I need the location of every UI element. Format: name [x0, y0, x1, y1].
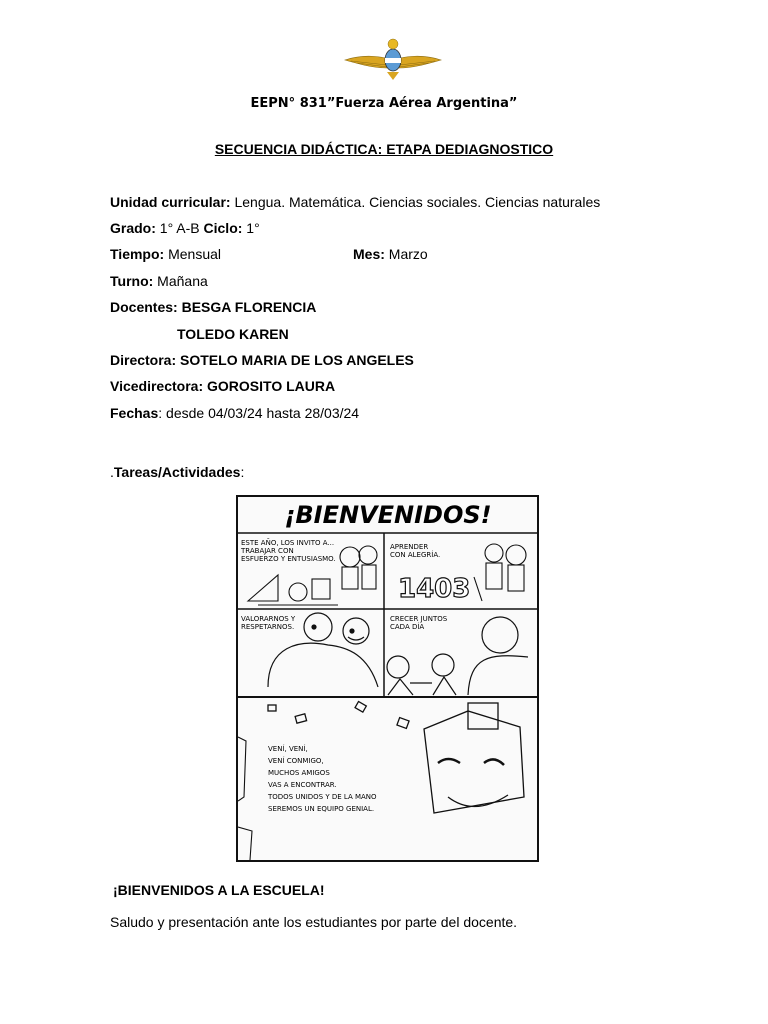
- poem-line-4: VAS A ENCONTRAR.: [268, 781, 337, 789]
- poem-line-5: TODOS UNIDOS Y DE LA MANO: [268, 793, 377, 801]
- welcome-text: Saludo y presentación ante los estudiantes por parte del docente.: [110, 914, 518, 930]
- mes-label: Mes:: [353, 246, 385, 262]
- grado-value: 1° A-B: [155, 220, 204, 236]
- tareas-heading: [110, 463, 244, 481]
- comic-title: ¡BIENVENIDOS!: [284, 501, 492, 529]
- unidad-value: Lengua. Matemática. Ciencias sociales. Ciencias naturales: [230, 194, 601, 210]
- docentes-value-1: BESGA FLORENCIA: [177, 299, 317, 315]
- directora-label: Directora:: [110, 352, 177, 368]
- document-title: SECUENCIA DIDÁCTICA: ETAPA DEDIAGNOSTICO: [214, 141, 554, 157]
- fechas-label: Fechas: [110, 405, 159, 421]
- grado-label: Grado:: [110, 220, 156, 236]
- unidad-curricular-row: [110, 193, 600, 211]
- tareas-prefix: .: [110, 464, 114, 480]
- docentes-row: [110, 298, 316, 316]
- turno-value: Mañana: [153, 273, 208, 289]
- unidad-label: Unidad curricular:: [110, 194, 231, 210]
- vicedirectora-label: Vicedirectora:: [110, 378, 204, 394]
- poem-line-1: VENÍ, VENÍ,: [268, 745, 308, 753]
- panel4-line2: CADA DÍA: [390, 623, 425, 631]
- turno-row: [110, 272, 208, 290]
- school-name: EEPN° 831”Fuerza Aérea Argentina”: [250, 96, 518, 111]
- poem-line-3: MUCHOS AMIGOS: [268, 769, 330, 777]
- panel1-line2: TRABAJAR CON: [241, 547, 294, 555]
- tiempo-value: Mensual: [164, 246, 222, 262]
- turno-label: Turno:: [110, 273, 154, 289]
- comic-drawing: [238, 497, 537, 860]
- docentes-value-2: TOLEDO KAREN: [177, 326, 289, 342]
- ciclo-value: 1°: [242, 220, 260, 236]
- tiempo-label: Tiempo:: [110, 246, 165, 262]
- mes-value: Marzo: [384, 246, 428, 262]
- panel2-line1: APRENDER: [390, 543, 429, 551]
- welcome-heading: ¡BIENVENIDOS A LA ESCUELA!: [113, 882, 325, 898]
- panel3-line2: RESPETARNOS.: [241, 623, 295, 631]
- panel1-line3: ESFUERZO Y ENTUSIASMO.: [241, 555, 336, 563]
- poem-line-6: SEREMOS UN EQUIPO GENIAL.: [268, 805, 375, 813]
- mes-row: [353, 245, 428, 263]
- poem-line-2: VENÍ CONMIGO,: [268, 757, 324, 765]
- welcome-comic-image: [236, 495, 539, 862]
- vicedirectora-value: GOROSITO LAURA: [203, 378, 336, 394]
- directora-row: [110, 351, 414, 369]
- panel2-numbers: 1403: [398, 574, 471, 604]
- panel1-line1: ESTE AÑO, LOS INVITO A...: [241, 539, 335, 547]
- docentes-label: Docentes:: [110, 299, 178, 315]
- ciclo-label: Ciclo:: [203, 220, 243, 236]
- fechas-value: : desde 04/03/24 hasta 28/03/24: [158, 405, 360, 421]
- grado-row: [110, 219, 260, 237]
- tareas-label: Tareas/Actividades: [113, 464, 241, 480]
- air-force-wings-emblem-icon: [343, 36, 443, 82]
- vicedirectora-row: [110, 377, 335, 395]
- panel3-line1: VALORARNOS Y: [241, 615, 296, 623]
- tareas-suffix: :: [240, 464, 245, 480]
- tiempo-row: [110, 245, 221, 263]
- panel2-line2: CON ALEGRÍA.: [390, 551, 441, 559]
- panel4-line1: CRECER JUNTOS: [390, 615, 448, 623]
- fechas-row: [110, 404, 359, 422]
- directora-value: SOTELO MARIA DE LOS ANGELES: [176, 352, 414, 368]
